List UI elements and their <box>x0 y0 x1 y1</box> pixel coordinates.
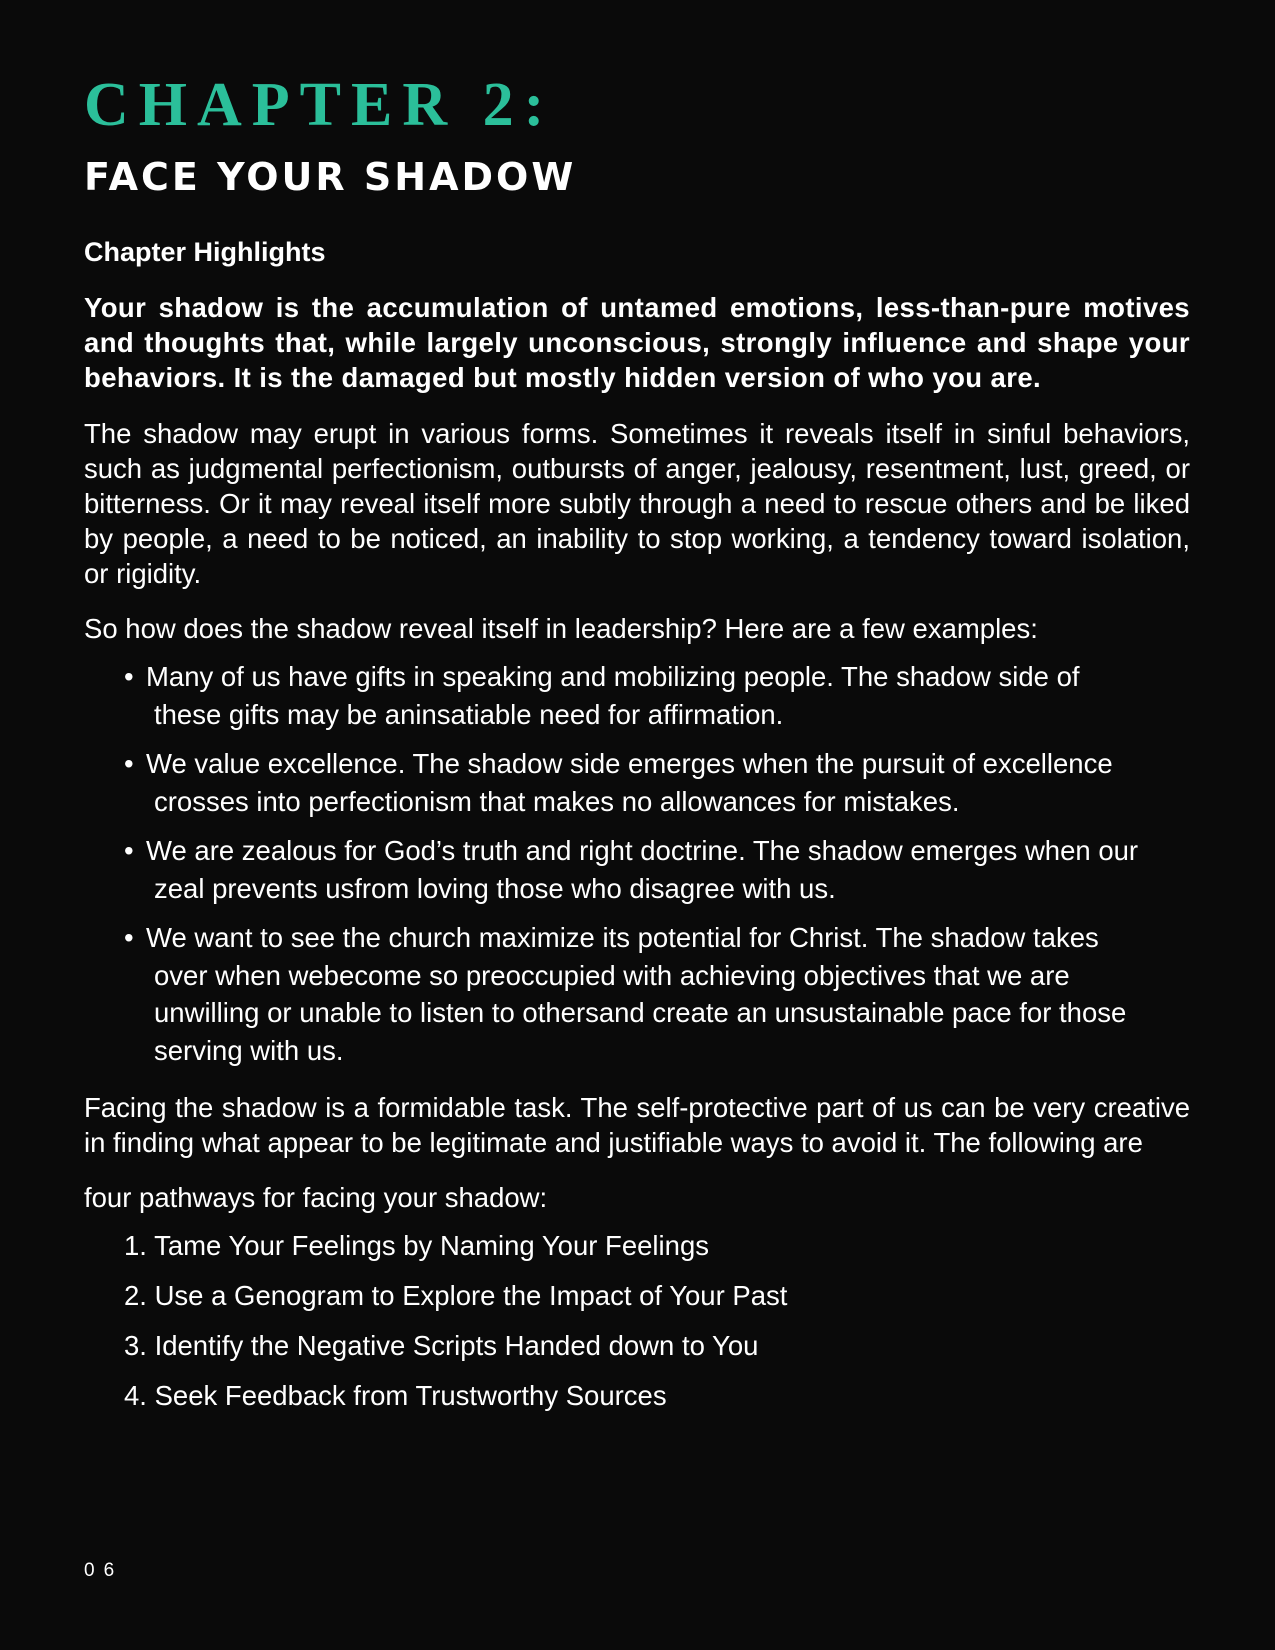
bullet-marker: • <box>124 835 134 867</box>
example-item <box>124 658 1154 733</box>
chapter-highlights-heading: Chapter Highlights <box>84 237 326 267</box>
pathways-list <box>124 1227 1190 1414</box>
example-text: We want to see the church maximize its potential for Christ. The shadow takes over when webecome so preoccupied with achieving objectives that we are unwilling or unable to listen to othersand create an unsustainable pace for those serving with us. <box>146 922 1127 1066</box>
facing-shadow-paragraph: Facing the shadow is a formidable task. The self-protective part of us can be very creative in finding what appear to be legitimate and justifiable ways to avoid it. The following are <box>84 1092 1190 1159</box>
chapter-number-heading: CHAPTER 2: <box>84 71 555 139</box>
bullet-marker: • <box>124 748 134 780</box>
bullet-marker: • <box>124 922 134 954</box>
examples-list <box>124 658 1154 1069</box>
example-text: We are zealous for God’s truth and right doctrine. The shadow emerges when our zeal prevents usfrom loving those who disagree with us. <box>146 835 1139 904</box>
pathway-item: 3. Identify the Negative Scripts Handed down to You <box>124 1330 759 1362</box>
pathways-lead-paragraph: four pathways for facing your shadow: <box>84 1182 548 1214</box>
bullet-marker: • <box>124 661 134 693</box>
page-content <box>84 66 1190 1414</box>
example-item <box>124 745 1154 820</box>
example-item <box>124 919 1154 1069</box>
page-number: 06 <box>84 1560 124 1581</box>
intro-bold-paragraph: Your shadow is the accumulation of untamed emotions, less-than-pure motives and thoughts that, while largely unconscious, strongly influence and shape your behaviors. It is the damaged but mostly hidden version of who you are. <box>84 292 1190 394</box>
pathway-item: 2. Use a Genogram to Explore the Impact of Your Past <box>124 1280 788 1312</box>
leadership-lead-paragraph: So how does the shadow reveal itself in leadership? Here are a few examples: <box>84 613 1038 645</box>
example-text: Many of us have gifts in speaking and mobilizing people. The shadow side of these gifts may be aninsatiable need for affirmation. <box>146 661 1080 730</box>
example-text: We value excellence. The shadow side emerges when the pursuit of excellence crosses into perfectionism that makes no allowances for mistakes. <box>146 748 1113 817</box>
chapter-title: FACE YOUR SHADOW <box>84 155 577 199</box>
pathway-item: 4. Seek Feedback from Trustworthy Sources <box>124 1380 667 1412</box>
pathway-item: 1. Tame Your Feelings by Naming Your Feelings <box>124 1230 709 1262</box>
example-item <box>124 832 1154 907</box>
shadow-forms-paragraph: The shadow may erupt in various forms. Sometimes it reveals itself in sinful behaviors, such as judgmental perfectionism, outbursts of anger, jealousy, resentment, lust, greed, or bitterness. Or it may reveal itself more subtly through a need to rescue others and be liked by people, a need to be noticed, an inability to stop working, a tendency toward isolation, or rigidity. <box>84 418 1190 590</box>
